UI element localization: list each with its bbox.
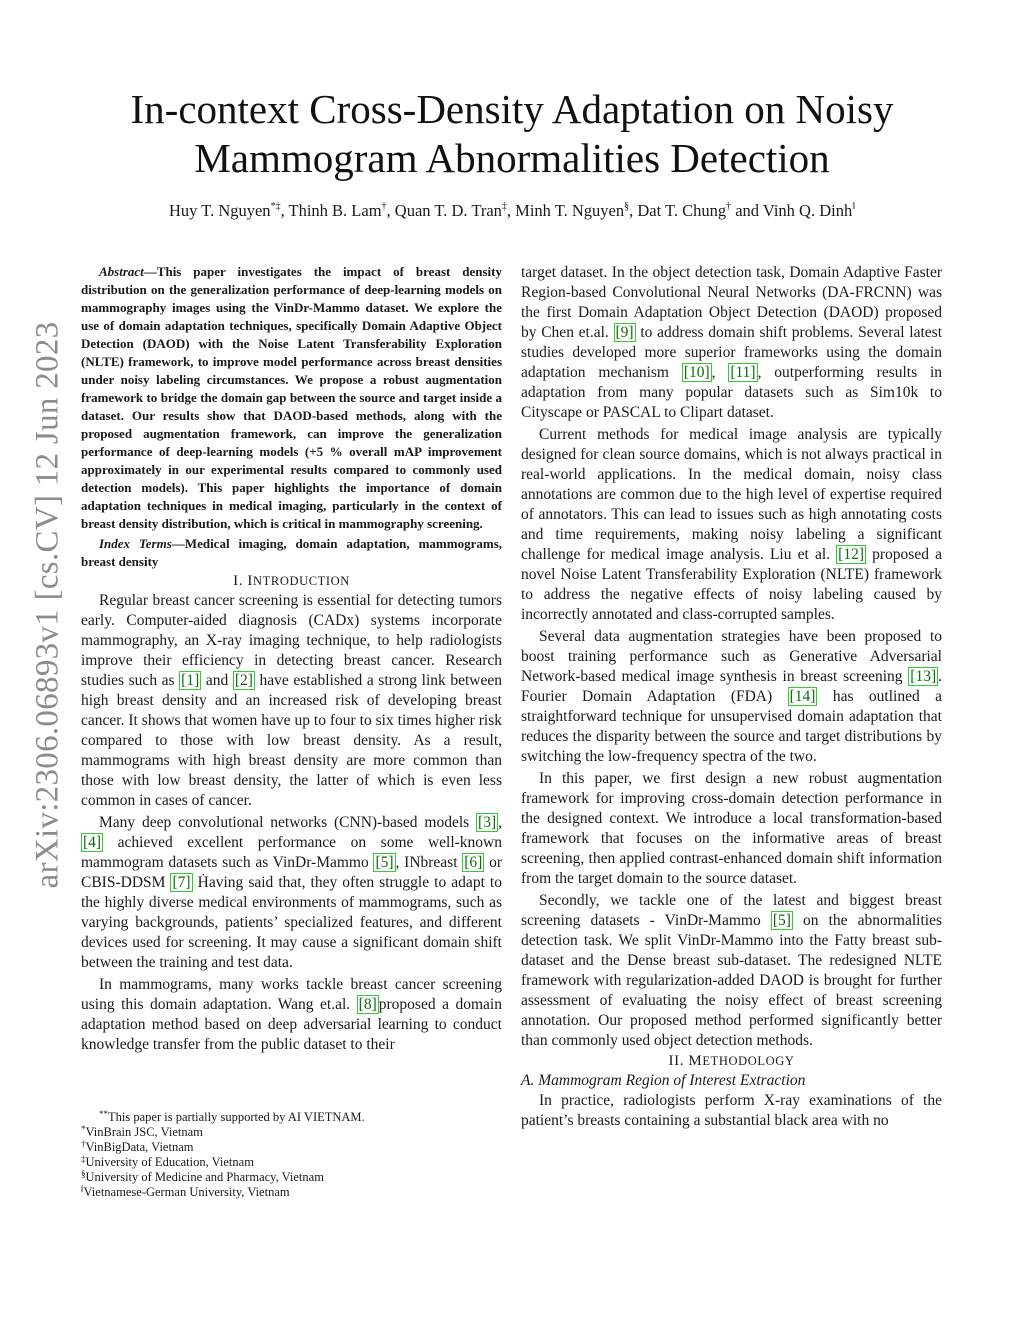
citation-link[interactable]: [14] [789,688,816,705]
index-terms [81,535,502,571]
section-initial: M [688,1053,703,1069]
intro-paragraph-4 [521,425,942,625]
intro-paragraph-5 [521,627,942,767]
footnote-affiliation [81,1125,502,1140]
text-run: or CBIS-DDSM [81,854,502,891]
paper-title [90,85,934,183]
citation-link[interactable]: [5] [375,854,394,871]
text-run: and [201,672,233,689]
text-run: , [711,364,729,381]
footnotes [81,1110,502,1200]
citation-link[interactable]: [6] [464,854,483,871]
author-name: Vinh Q. Dinh [762,201,853,220]
author-affiliation-mark: ‡ [501,201,507,212]
footnote-mark: ** [99,1109,108,1119]
footnote-affiliation [81,1185,502,1200]
footnote-text: VinBrain JSC, Vietnam [85,1125,203,1139]
author-separator: , [629,201,638,220]
author-separator: , [506,201,516,220]
text-run: Current methods for medical image analysis are typically designed for clean source domains, which is not always practical in real-world applications. In the medical domain, noisy class annotations are common due to the high level of expertise required of annotators. This can lead to issues such as high annotating costs and time requirements, making noisy labeling a significant challenge for medical image analysis. Liu et al. [521,426,942,563]
title-line-2: Mammogram Abnormalities Detection [194,135,830,181]
abstract-label: Abstract [99,264,144,279]
intro-paragraph-1 [81,591,502,811]
author-separator: , [280,201,289,220]
methodology-paragraph-1: In practice, radiologists perform X-ray examinations of the patient’s breasts containing a substantial black area with no [521,1092,942,1129]
citation-link[interactable]: [13] [910,668,937,685]
author-name: Quan T. D. Tran [394,201,502,220]
title-line-1: In-context Cross-Density Adaptation on Noisy [130,86,894,132]
text-run: In mammograms, many works tackle breast cancer screening using this domain adaptation. Wang et.al. [81,976,502,1013]
citation-link[interactable]: [12] [838,546,864,563]
section-rest: ETHODOLOGY [702,1054,795,1068]
citation-link[interactable]: [3] [478,814,497,831]
section-rest: NTRODUCTION [253,574,350,588]
footnote-text: This paper is partially supported by AI VIETNAM. [108,1110,365,1124]
intro-paragraph-7 [521,891,942,1051]
citation-link[interactable]: [4] [83,834,102,851]
text-run: have established a strong link between high breast density and an increased risk of developing breast cancer. It shows that women have up to four to six times higher risk compared to those with low breast density. As a result, mammograms with high breast density are more common than those with low breast density, the latter of which is even less common in cases of cancer. [81,672,502,809]
footnote-funding [81,1110,502,1125]
text-run: Several data augmentation strategies have been proposed to boost training performance such as Generative Adversarial Network-based medical image synthesis in breast screening [521,628,942,685]
citation-link[interactable]: [7] [172,874,191,891]
section-number: I. [233,573,248,589]
section-initial: I [247,573,254,589]
text-run: Regular breast cancer screening is essential for detecting tumors early. Computer-aided diagnosis (CADx) systems incorporate mammography, an X-ray imaging technique, to help radiologists improve their efficiency in detecting breast cancer. Research studies such as [81,592,502,689]
text-run: , [498,814,502,831]
abstract [81,263,502,533]
author-affiliation-mark: ‖ [852,201,856,212]
intro-paragraph-3-start [81,975,502,1055]
text-run-continued: target dataset. In the object detection task, Domain Adaptive Faster Region-based Convolutional Neural Networks (DA-FRCNN) was the first Domain Adaptation Object Detection (DAOD) proposed by Chen et.al. [521,264,942,341]
arxiv-identifier-stamp [22,260,74,950]
text-run: Secondly, we tackle one of the latest and biggest breast screening datasets - VinDr-Mammo [521,892,942,929]
author-list [70,201,954,221]
author-affiliation-mark: † [381,201,387,212]
intro-paragraph-3-continued [521,263,942,423]
right-column [521,263,942,1131]
arxiv-id-text: arXiv:2306.06893v1 [cs.CV] 12 Jun 2023 [29,321,66,889]
footnote-mark: * [81,1124,86,1134]
author-affiliation-mark: † [726,201,732,212]
text-run-continued: proposed a domain adaptation method based on deep adversarial learning to conduct knowledge transfer from the public dataset to their [81,996,502,1053]
citation-link[interactable]: [1] [181,672,200,689]
author-separator: , [386,201,395,220]
text-run: , outperforming results in adaptation from many popular datasets such as Sim10k to Cityscape or PASCAL to Clipart dataset. [521,364,943,421]
footnote-affiliation [81,1140,502,1155]
citation-link[interactable]: [9] [615,324,634,341]
author-affiliation-mark: § [624,201,630,212]
abstract-text: —This paper investigates the impact of breast density distribution on the generalization performance of deep-learning models on mammography images using the VinDr-Mammo dataset. We explore the use of domain adaptation techniques, specifically Domain Adaptive Object Detection (DAOD) with the Noise Latent Transferability Exploration (NLTE) framework, to improve model performance across breast densities under noisy labeling circumstances. We propose a robust augmentation framework to bridge the domain gap between the source and target inside a dataset. Our results show that DAOD-based methods, along with the proposed augmentation framework, can improve the generalization performance of deep-learning models (+5 % overall mAP improvement approximately in our experimental results compared to commonly used detection models). This paper highlights the importance of domain adaptation techniques in medical imaging, particularly in the context of breast density distribution, which is critical in mammography screening. [81,264,502,531]
author-separator: and [731,201,763,220]
footnote-mark: ‖ [81,1184,84,1194]
text-run: on the abnormalities detection task. We split VinDr-Mammo into the Fatty breast sub-dataset and the Dense breast sub-dataset. The redesigned NLTE framework with regularization-added DAOD is brought for further assessment of evaluating the noisy effect of breast screening annotation. Our proposed method performed significantly better than commonly used object detection methods. [521,912,942,1049]
subsection-heading: A. Mammogram Region of Interest Extraction [521,1072,806,1089]
author-name: Thinh B. Lam [288,201,382,220]
section-heading-methodology [521,1051,942,1071]
citation-link[interactable]: [11] [730,364,756,381]
text-run: Many deep convolutional networks (CNN)-based models [99,814,477,831]
footnote-affiliation [81,1155,502,1170]
footnote-mark: ‡ [81,1154,86,1164]
author-affiliation-mark: *‡ [270,201,281,212]
author-name: Dat T. Chung [637,201,727,220]
index-terms-label: Index Terms [99,536,172,551]
citation-link[interactable]: [2] [234,672,253,689]
citation-link[interactable]: [10] [683,364,710,381]
text-run: has outlined a straightforward technique for unsupervised domain adaptation that reduces the disparity between the source and target distributions by switching the low-frequency spectra of the two. [521,688,942,765]
footnote-text: University of Medicine and Pharmacy, Vietnam [85,1170,324,1184]
footnote-mark: § [81,1169,86,1179]
text-run: proposed a novel Noise Latent Transferability Exploration (NLTE) framework to address the negative effects of noisy labeling caused by incorrectly annotated and class-corrupted samples. [521,546,943,623]
footnote-text: Vietnamese-German University, Vietnam [83,1185,290,1199]
footnote-mark: † [81,1139,86,1149]
text-run: . Fourier Domain Adaptation (FDA) [521,668,942,705]
footnote-affiliation [81,1170,502,1185]
text-run: Ḣaving said that, they often struggle to adapt to the highly diverse medical environments of mammograms, such as varying backgrounds, patients’ specialized features, and different devices used for screening. It may cause a significant domain shift between the training and test data. [81,874,502,971]
author-name: Minh T. Nguyen [515,201,625,220]
intro-paragraph-6: In this paper, we first design a new robust augmentation framework for improving cross-domain detection performance in the designed context. We introduce a local transformation-based framework that focuses on the informative areas of breast screening, then applied contrast-enhanced domain shift information from the target domain to the source dataset. [521,770,942,887]
section-number: II. [668,1053,689,1069]
left-column [81,263,502,1055]
intro-paragraph-2 [81,813,502,973]
section-heading-introduction [81,571,502,591]
citation-link[interactable]: [8] [358,996,377,1013]
footnote-text: University of Education, Vietnam [85,1155,254,1169]
text-run: to address domain shift problems. Several latest studies developed more superior frameworks using the domain adaptation mechanism [521,324,942,381]
index-terms-text: —Medical imaging, domain adaptation, mammograms, breast density [81,536,502,569]
text-run: , INbreast [395,854,463,871]
text-run: achieved excellent performance on some well-known mammogram datasets such as VinDr-Mammo [81,834,502,871]
author-name: Huy T. Nguyen [168,201,271,220]
citation-link[interactable]: [5] [772,912,791,929]
footnote-text: VinBigData, Vietnam [85,1140,194,1154]
